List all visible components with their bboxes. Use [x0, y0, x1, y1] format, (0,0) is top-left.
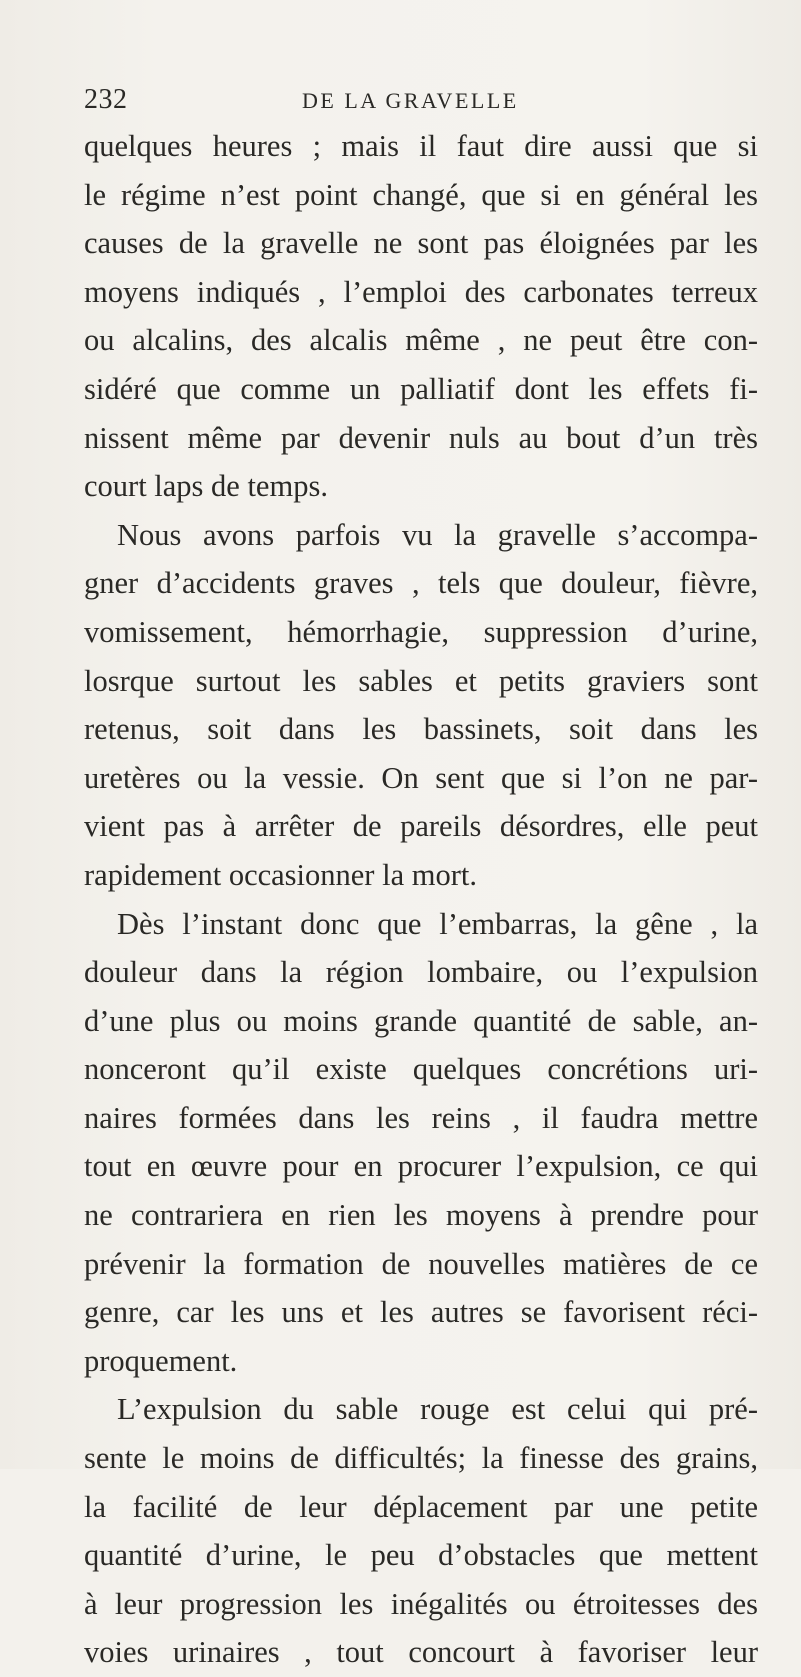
text-line: nissent même par devenir nuls au bout d’un très: [84, 420, 758, 455]
text-line: gner d’accidents graves , tels que douleur, fièvre,: [84, 566, 758, 601]
text-line: L’expulsion du sable rouge est celui qui pré-: [117, 1392, 758, 1427]
text-line: losrque surtout les sables et petits graviers sont: [84, 663, 758, 698]
text-line: vient pas à arrêter de pareils désordres, elle peut: [84, 809, 758, 844]
text-line: voies urinaires , tout concourt à favoriser leur: [84, 1635, 758, 1670]
text-line: causes de la gravelle ne sont pas éloignées par les: [84, 226, 758, 261]
text-line: ou alcalins, des alcalis même , ne peut être con-: [84, 323, 758, 358]
text-line: quelques heures ; mais il faut dire aussi que si: [84, 129, 758, 163]
text-line: douleur dans la région lombaire, ou l’expulsion: [84, 955, 758, 990]
text-line: la facilité de leur déplacement par une petite: [84, 1489, 758, 1524]
text-line: naires formées dans les reins , il faudra mettre: [84, 1100, 758, 1135]
text-line: d’une plus ou moins grande quantité de sable, an-: [84, 1003, 758, 1038]
text-line: quantité d’urine, le peu d’obstacles que mettent: [84, 1538, 758, 1573]
running-title: DE LA GRAVELLE: [302, 88, 519, 113]
text-line: ne contrariera en rien les moyens à prendre pour: [84, 1198, 758, 1233]
text-line: court laps de temps.: [84, 469, 328, 504]
text-line: nonceront qu’il existe quelques concrétions uri-: [84, 1052, 758, 1087]
text-line: Nous avons parfois vu la gravelle s’accompa-: [117, 517, 758, 552]
text-line: uretères ou la vessie. On sent que si l’on ne par-: [84, 760, 758, 795]
text-line: vomissement, hémorrhagie, suppression d’urine,: [84, 614, 758, 649]
text-line: sente le moins de difficultés; la finesse des grains,: [84, 1441, 758, 1476]
text-line: sidéré que comme un palliatif dont les effets fi-: [84, 371, 758, 406]
text-line: prévenir la formation de nouvelles matières de ce: [84, 1246, 758, 1281]
text-line: genre, car les uns et les autres se favorisent réci-: [84, 1295, 758, 1330]
text-line: le régime n’est point changé, que si en général les: [84, 177, 758, 212]
text-line: tout en œuvre pour en procurer l’expulsion, ce qui: [84, 1149, 758, 1184]
text-line: Dès l’instant donc que l’embarras, la gêne , la: [117, 906, 758, 941]
text-line: rapidement occasionner la mort.: [84, 857, 477, 892]
running-head: [84, 84, 758, 124]
text-line: proquement.: [84, 1343, 238, 1378]
text-line: retenus, soit dans les bassinets, soit dans les: [84, 712, 758, 747]
text-line: à leur progression les inégalités ou étroitesses des: [84, 1586, 758, 1621]
text-line: moyens indiqués , l’emploi des carbonates terreux: [84, 274, 758, 309]
body-text: [84, 122, 758, 1677]
page-number: 232: [84, 84, 128, 115]
